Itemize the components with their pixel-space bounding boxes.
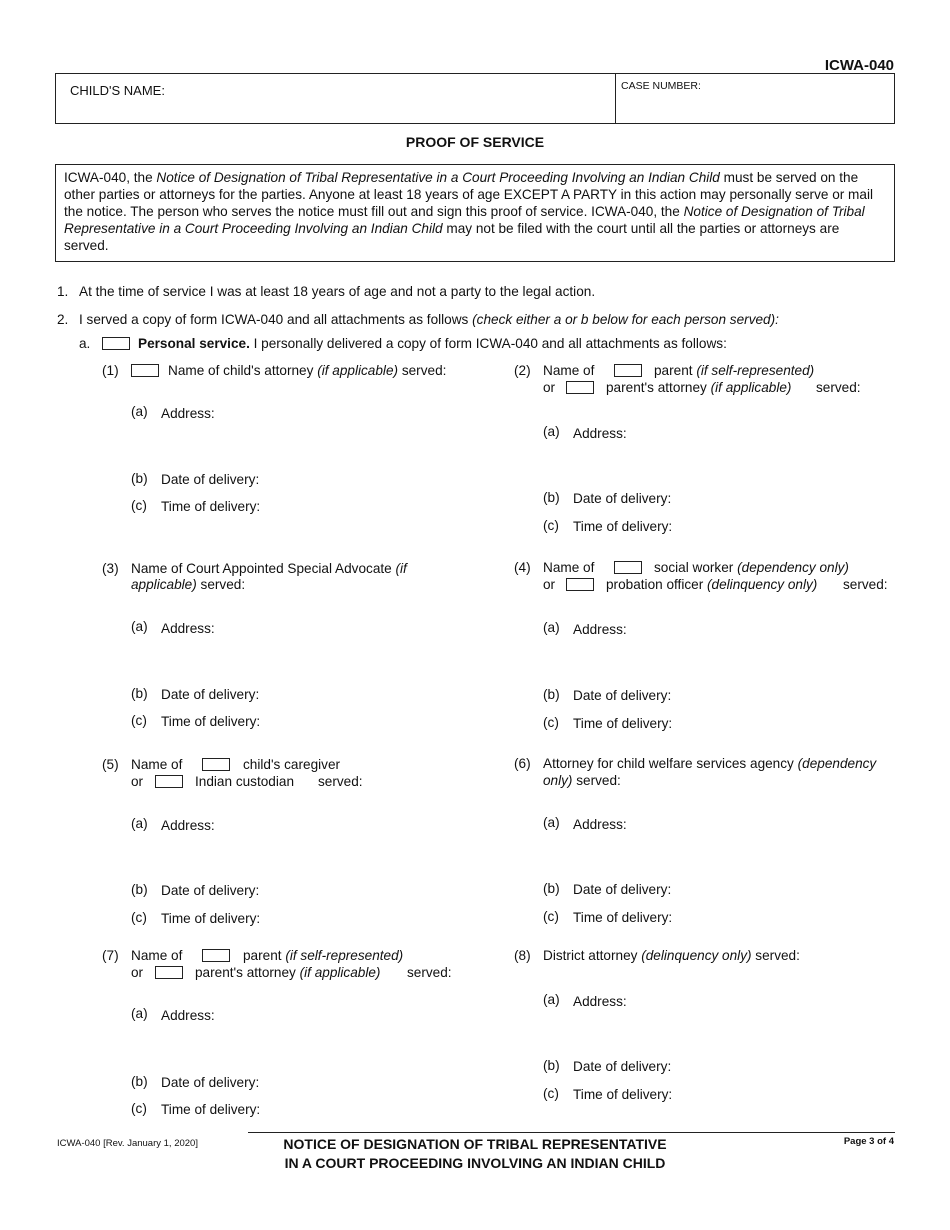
- entry1-date-label: Date of delivery:: [161, 472, 260, 487]
- entry1-a-letter: (a): [131, 404, 148, 419]
- entry2-parent-checkbox[interactable]: [614, 364, 642, 377]
- entry1-number: (1): [102, 363, 119, 378]
- entry3-address-label: Address:: [161, 621, 215, 636]
- entry4-name-of: Name of: [543, 560, 595, 575]
- footer-form-revision: ICWA-040 [Rev. January 1, 2020]: [57, 1138, 198, 1149]
- entry8-label: District attorney (delinquency only) served:: [543, 948, 800, 963]
- entry7-attorney-checkbox[interactable]: [155, 966, 183, 979]
- entry1-c-letter: (c): [131, 498, 147, 513]
- entry5-b-letter: (b): [131, 882, 148, 897]
- entry2-b-letter: (b): [543, 490, 560, 505]
- entry6-b-letter: (b): [543, 881, 560, 896]
- entry4-time-label: Time of delivery:: [573, 716, 673, 731]
- entry2-or: or: [543, 380, 556, 395]
- entry1-label: Name of child's attorney (if applicable) served:: [168, 363, 447, 378]
- entry4-social-worker-checkbox[interactable]: [614, 561, 642, 574]
- entry3-b-letter: (b): [131, 686, 148, 701]
- entry4-b-letter: (b): [543, 687, 560, 702]
- entry1-b-letter: (b): [131, 471, 148, 486]
- entry8-date-label: Date of delivery:: [573, 1059, 672, 1074]
- entry8-number: (8): [514, 948, 531, 963]
- entry4-address-label: Address:: [573, 622, 627, 637]
- entry2-address-label: Address:: [573, 426, 627, 441]
- entry7-served: served:: [407, 965, 452, 980]
- entry4-probation-label: probation officer (delinquency only): [606, 577, 818, 592]
- entry4-number: (4): [514, 560, 531, 575]
- entry6-label-line1: Attorney for child welfare services agency (dependency: [543, 756, 877, 771]
- entry8-b-letter: (b): [543, 1058, 560, 1073]
- entry5-caregiver-label: child's caregiver: [243, 757, 341, 772]
- entry7-c-letter: (c): [131, 1101, 147, 1116]
- entry5-or: or: [131, 774, 144, 789]
- entry3-number: (3): [102, 561, 119, 576]
- entry6-c-letter: (c): [543, 909, 559, 924]
- case-number-label: CASE NUMBER:: [621, 80, 701, 92]
- entry2-parent-label: parent (if self-represented): [654, 363, 815, 378]
- entry2-time-label: Time of delivery:: [573, 519, 673, 534]
- entry7-a-letter: (a): [131, 1006, 148, 1021]
- entry4-probation-checkbox[interactable]: [566, 578, 594, 591]
- entry7-parent-checkbox[interactable]: [202, 949, 230, 962]
- entry3-label-line1: Name of Court Appointed Special Advocate (if: [131, 561, 407, 576]
- item2a-text: Personal service. I personally delivered a copy of form ICWA-040 and all attachments as follows:: [138, 336, 727, 351]
- entry7-parent-label: parent (if self-represented): [243, 948, 404, 963]
- entry1-time-label: Time of delivery:: [161, 499, 261, 514]
- footer-title: NOTICE OF DESIGNATION OF TRIBAL REPRESENTATIVE IN A COURT PROCEEDING INVOLVING AN INDIAN CHILD: [283, 1136, 667, 1171]
- form-id: ICWA-040: [824, 57, 894, 74]
- entry8-time-label: Time of delivery:: [573, 1087, 673, 1102]
- entry5-served: served:: [318, 774, 363, 789]
- entry7-b-letter: (b): [131, 1074, 148, 1089]
- entry8-c-letter: (c): [543, 1086, 559, 1101]
- entry7-or: or: [131, 965, 144, 980]
- entry4-a-letter: (a): [543, 620, 560, 635]
- entry5-address-label: Address:: [161, 818, 215, 833]
- footer-rule: [248, 1132, 895, 1133]
- entry2-served: served:: [816, 380, 861, 395]
- entry5-custodian-label: Indian custodian: [195, 774, 295, 789]
- entry6-date-label: Date of delivery:: [573, 882, 672, 897]
- item1-number: 1.: [57, 284, 69, 299]
- item2-number: 2.: [57, 312, 69, 327]
- entry7-address-label: Address:: [161, 1008, 215, 1023]
- entry4-c-letter: (c): [543, 715, 559, 730]
- entry5-caregiver-checkbox[interactable]: [202, 758, 230, 771]
- entry3-c-letter: (c): [131, 713, 147, 728]
- entry2-c-letter: (c): [543, 518, 559, 533]
- item2a-letter: a.: [79, 336, 91, 351]
- item2-text: I served a copy of form ICWA-040 and all attachments as follows (check either a or b below for each person served):: [79, 312, 779, 327]
- page-title: PROOF OF SERVICE: [405, 134, 545, 150]
- entry2-date-label: Date of delivery:: [573, 491, 672, 506]
- caption-divider: [615, 74, 616, 123]
- entry5-a-letter: (a): [131, 816, 148, 831]
- entry5-custodian-checkbox[interactable]: [155, 775, 183, 788]
- entry6-a-letter: (a): [543, 815, 560, 830]
- entry3-time-label: Time of delivery:: [161, 714, 261, 729]
- entry7-time-label: Time of delivery:: [161, 1102, 261, 1117]
- notice-box: ICWA-040, the Notice of Designation of Tribal Representative in a Court Proceeding Involving an Indian Child must be served on the other parties or attorneys for the parties. Anyone at least 18 years of age EXCEPT A PARTY in this action may personally serve or mail the notice. The person who serves the notice must fill out and sign this proof of service. ICWA-040, the Notice of Designation of Tribal Representative in a Court Proceeding Involving an Indian Child may not be filed with the court until all the parties or attorneys are served.: [55, 164, 895, 262]
- footer-page-number: Page 3 of 4: [843, 1136, 894, 1147]
- entry1-address-label: Address:: [161, 406, 215, 421]
- entry2-attorney-label: parent's attorney (if applicable): [606, 380, 792, 395]
- entry3-date-label: Date of delivery:: [161, 687, 260, 702]
- entry7-attorney-label: parent's attorney (if applicable): [195, 965, 381, 980]
- entry6-number: (6): [514, 756, 531, 771]
- entry4-served: served:: [843, 577, 888, 592]
- entry2-number: (2): [514, 363, 531, 378]
- entry7-name-of: Name of: [131, 948, 183, 963]
- entry5-name-of: Name of: [131, 757, 183, 772]
- entry4-social-worker-label: social worker (dependency only): [654, 560, 849, 575]
- entry1-checkbox[interactable]: [131, 364, 159, 377]
- entry6-time-label: Time of delivery:: [573, 910, 673, 925]
- entry5-time-label: Time of delivery:: [161, 911, 261, 926]
- personal-service-checkbox[interactable]: [102, 337, 130, 350]
- entry8-a-letter: (a): [543, 992, 560, 1007]
- entry7-date-label: Date of delivery:: [161, 1075, 260, 1090]
- item1-text: At the time of service I was at least 18 years of age and not a party to the legal action.: [79, 284, 596, 299]
- entry3-a-letter: (a): [131, 619, 148, 634]
- entry4-date-label: Date of delivery:: [573, 688, 672, 703]
- entry6-label-line2: only) served:: [543, 773, 621, 788]
- entry2-a-letter: (a): [543, 424, 560, 439]
- entry5-date-label: Date of delivery:: [161, 883, 260, 898]
- entry5-number: (5): [102, 757, 119, 772]
- entry3-label-line2: applicable) served:: [131, 577, 246, 592]
- entry4-or: or: [543, 577, 556, 592]
- entry6-address-label: Address:: [573, 817, 627, 832]
- child-name-label: CHILD'S NAME:: [70, 83, 165, 98]
- entry8-address-label: Address:: [573, 994, 627, 1009]
- caption-box: [55, 73, 895, 124]
- entry2-name-of: Name of: [543, 363, 595, 378]
- entry7-number: (7): [102, 948, 119, 963]
- entry5-c-letter: (c): [131, 910, 147, 925]
- entry2-attorney-checkbox[interactable]: [566, 381, 594, 394]
